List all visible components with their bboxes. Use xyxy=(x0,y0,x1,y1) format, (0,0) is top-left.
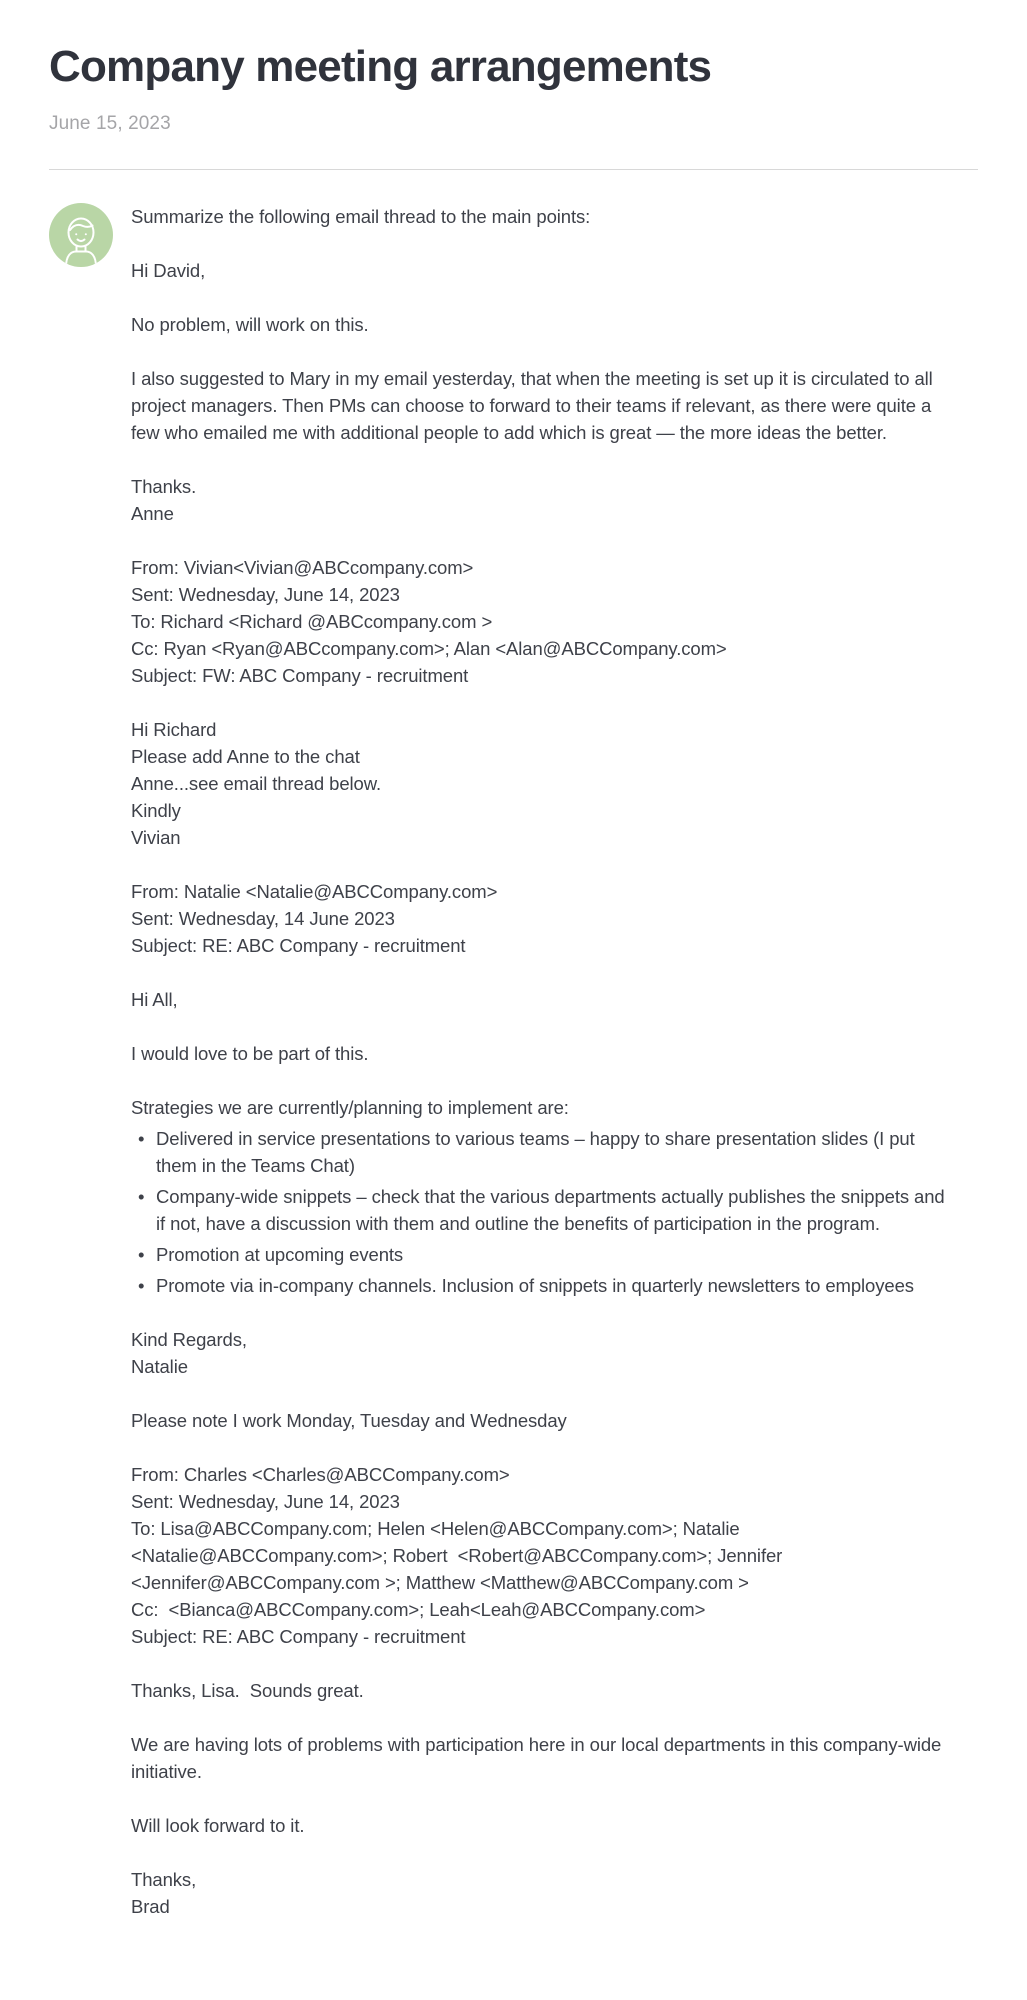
text-line: Strategies we are currently/planning to implement are: xyxy=(131,1096,569,1118)
text-line: Natalie xyxy=(131,1355,188,1377)
text-line: Thanks, xyxy=(131,1868,197,1890)
text-line: Subject: RE: ABC Company - recruitment xyxy=(131,934,466,956)
text-line: Brad xyxy=(131,1895,170,1917)
text-line: Anne...see email thread below. xyxy=(131,772,381,794)
bullet-item: • Company-wide snippets – check that the various departments actually publishes the snippets and if not, have a discussion with them and outline the benefits of participation in the program. xyxy=(131,1183,947,1237)
text-line: Sent: Wednesday, June 14, 2023 xyxy=(131,583,400,605)
text-line: From: Natalie <Natalie@ABCCompany.com> xyxy=(131,880,498,902)
message-block xyxy=(131,257,947,284)
text-line: Kindly xyxy=(131,799,181,821)
message-block xyxy=(131,365,947,446)
text-line: Subject: FW: ABC Company - recruitment xyxy=(131,664,469,686)
text-line: From: Charles <Charles@ABCCompany.com> xyxy=(131,1463,510,1485)
text-line: Vivian xyxy=(131,826,181,848)
text-line: To: Richard <Richard @ABCcompany.com > xyxy=(131,610,493,632)
message-block xyxy=(131,716,947,851)
page-title: Company meeting arrangements xyxy=(49,42,712,91)
text-line: Sent: Wednesday, 14 June 2023 xyxy=(131,907,395,929)
text-line: Hi David, xyxy=(131,259,206,281)
user-message xyxy=(49,203,978,1920)
message-block xyxy=(131,203,947,230)
bullet-item: • Promote via in-company channels. Inclusion of snippets in quarterly newsletters to employees xyxy=(131,1272,947,1299)
text-line: Hi Richard xyxy=(131,718,217,740)
message-block xyxy=(131,311,947,338)
text-line: I would love to be part of this. xyxy=(131,1042,369,1064)
person-avatar-icon xyxy=(49,203,113,267)
message-block xyxy=(131,1731,947,1785)
text-line: Cc: Ryan <Ryan@ABCcompany.com>; Alan <Alan@ABCCompany.com> xyxy=(131,637,727,659)
message-block xyxy=(131,1407,947,1434)
message-block xyxy=(131,1866,947,1920)
text-line: Thanks. xyxy=(131,475,197,497)
text-line: From: Vivian<Vivian@ABCcompany.com> xyxy=(131,556,474,578)
text-line: No problem, will work on this. xyxy=(131,313,369,335)
bullet-item: • Delivered in service presentations to various teams – happy to share presentation slides (I put them in the Teams Chat) xyxy=(131,1125,947,1179)
message-block xyxy=(131,554,947,689)
text-line: Please add Anne to the chat xyxy=(131,745,360,767)
text-line: Anne xyxy=(131,502,174,524)
message-block xyxy=(131,986,947,1013)
message-block xyxy=(131,1461,947,1650)
divider xyxy=(49,169,978,170)
text-line: Subject: RE: ABC Company - recruitment xyxy=(131,1625,466,1647)
text-line: Thanks, Lisa. Sounds great. xyxy=(131,1679,364,1701)
text-line: Please note I work Monday, Tuesday and Wednesday xyxy=(131,1409,567,1431)
bullet-list xyxy=(131,1125,950,1299)
text-line: Cc: <Bianca@ABCCompany.com>; Leah<Leah@ABCCompany.com> xyxy=(131,1598,706,1620)
text-line: Kind Regards, xyxy=(131,1328,247,1350)
text-line: Will look forward to it. xyxy=(131,1814,305,1836)
message-block xyxy=(131,1326,947,1380)
message-block xyxy=(131,1040,947,1067)
message-block xyxy=(131,1094,950,1299)
page-date: June 15, 2023 xyxy=(49,112,171,134)
message-content xyxy=(131,203,950,1920)
paragraph: We are having lots of problems with participation here in our local departments in this company-wide initiative. xyxy=(131,1733,947,1782)
message-block xyxy=(131,878,947,959)
text-line: To: Lisa@ABCCompany.com; Helen <Helen@ABCCompany.com>; Natalie <Natalie@ABCCompany.com>; Robert <Robert@ABCCompany.com>; Jennifer <Jennifer@ABCCompany.com >; Matthew <Matthew@ABCCompany.com > xyxy=(131,1517,788,1593)
text-line: Sent: Wednesday, June 14, 2023 xyxy=(131,1490,400,1512)
bullet-item: • Promotion at upcoming events xyxy=(131,1241,947,1268)
text-line: Summarize the following email thread to the main points: xyxy=(131,205,591,227)
avatar xyxy=(49,203,113,267)
message-block xyxy=(131,473,947,527)
text-line: Hi All, xyxy=(131,988,178,1010)
message-block xyxy=(131,1677,947,1704)
paragraph: I also suggested to Mary in my email yesterday, that when the meeting is set up it is circulated to all project managers. Then PMs can choose to forward to their teams if relevant, as there were quite a few who emailed me with additional people to add which is great — the more ideas the better. xyxy=(131,367,938,443)
message-block xyxy=(131,1812,947,1839)
